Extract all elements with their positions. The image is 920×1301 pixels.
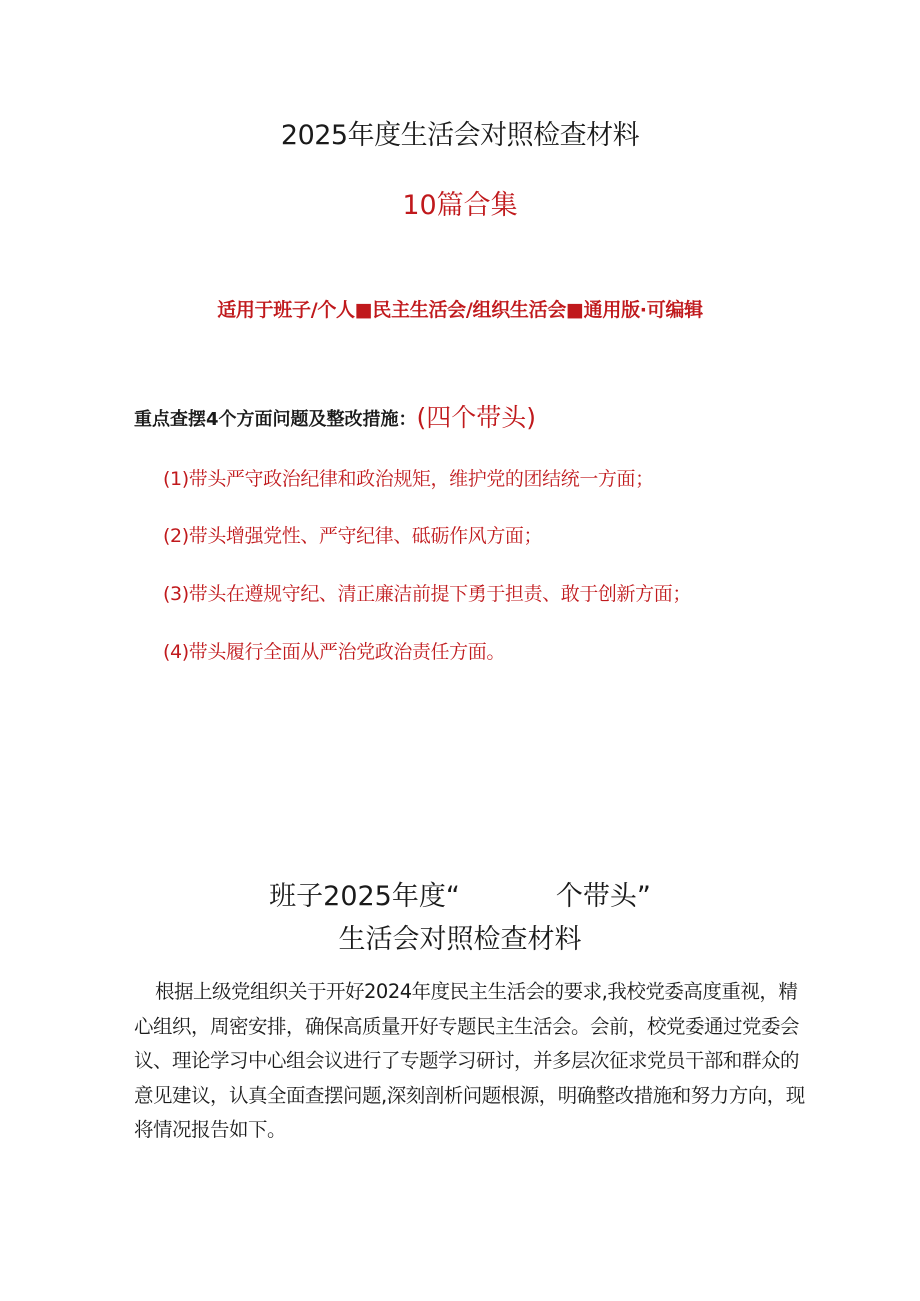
focus-point-1: (1)带头严守政治纪律和政治规矩，维护党的团结统一方面； <box>163 468 654 490</box>
section-title-left: 班子2025年度“ <box>269 881 460 912</box>
body-paragraph: 根据上级党组织关于开好2024年度民主生活会的要求,我校党委高度重视，精心组织，周密安排，确保高质量开好专题民主生活会。会前，校党委通过党委会议、理论学习中心组会议进行了专题学习研讨，并多层次征求党员干部和群众的意见建议，认真全面查摆问题,深刻剖析问题根源，明确整改措施和努力方向，现将情况报告如下。 <box>134 980 805 1141</box>
document-title: 2025年度生活会对照检查材料 <box>280 120 640 151</box>
section-title-right: 个带头” <box>555 881 651 912</box>
applicability-note: 适用于班子/个人■民主生活会/组织生活会■通用版·可编辑 <box>217 299 703 321</box>
collection-subtitle: 10篇合集 <box>402 190 518 221</box>
section-title-line-1 <box>0 878 920 916</box>
section-title-line-2: 生活会对照检查材料 <box>338 924 582 955</box>
focus-label: 重点查摆4个方面问题及整改措施： <box>134 409 417 430</box>
focus-point-4: (4)带头履行全面从严治党政治责任方面。 <box>163 641 505 663</box>
focus-tag: (四个带头) <box>416 403 537 432</box>
focus-point-2: (2)带头增强党性、严守纪律、砥砺作风方面； <box>163 525 543 547</box>
focus-point-3: (3)带头在遵规守纪、清正廉洁前提下勇于担责、敢于创新方面； <box>163 583 691 605</box>
focus-heading <box>134 400 536 438</box>
